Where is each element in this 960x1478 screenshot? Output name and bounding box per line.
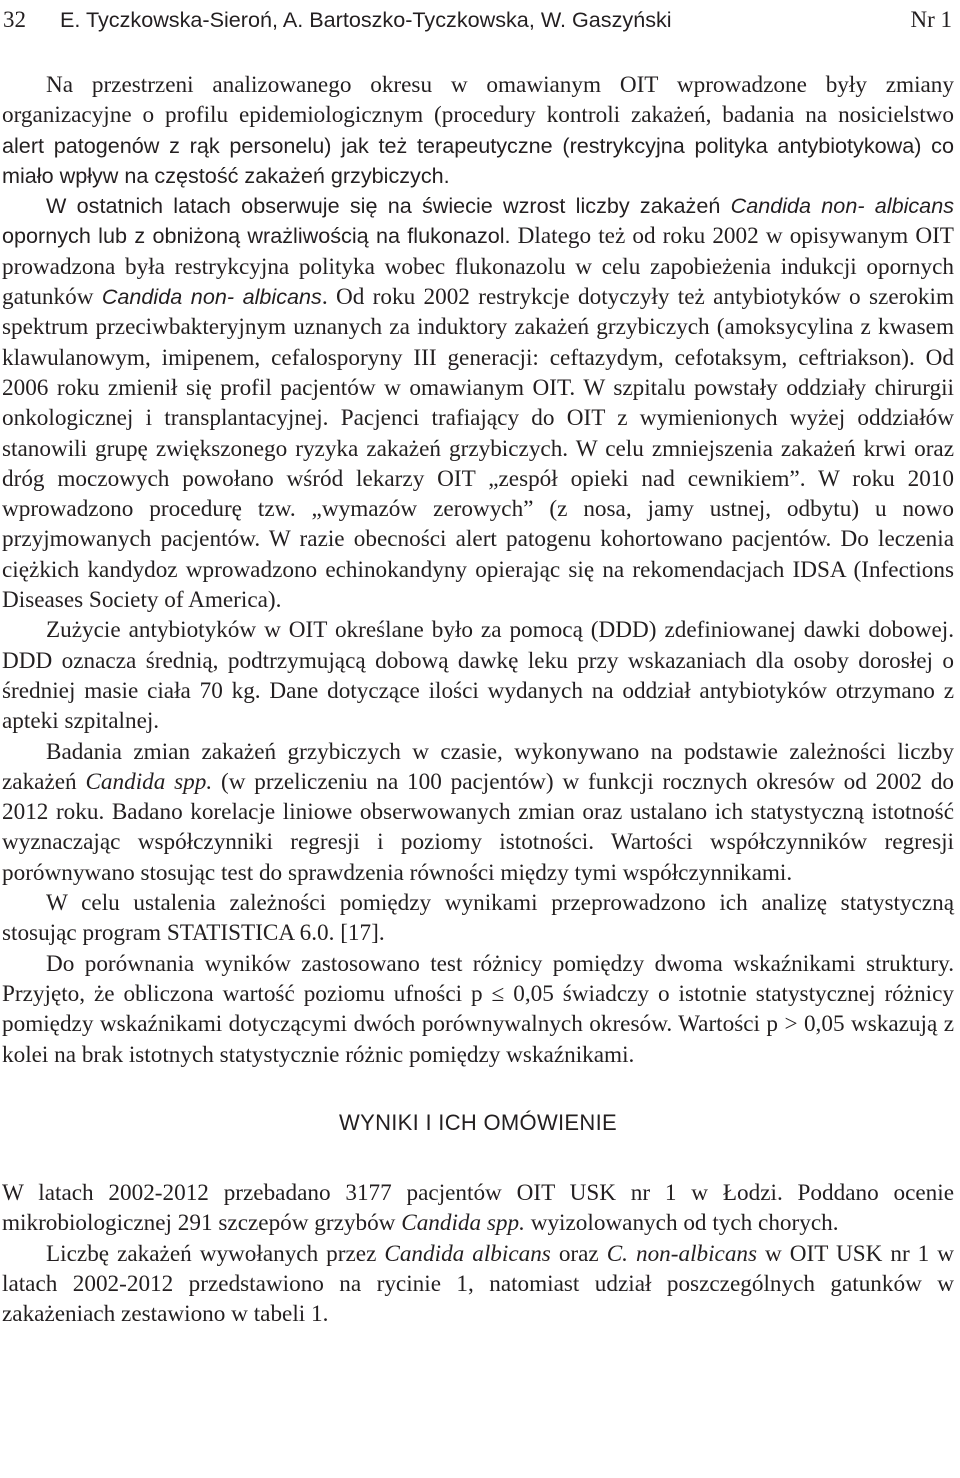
issue-number: Nr 1: [910, 7, 952, 32]
results-paragraph-1-part-1: W latach 2002-2012 przebadano 3177 pacjentów OIT USK nr 1 w Łodzi. Poddano ocenie mikrobiologicznej 291 szczepów grzybów: [2, 1180, 954, 1237]
paragraph-2-part-2: opornych lub z obniżoną wrażliwością na flukonazol.: [2, 223, 511, 249]
paragraph-1-part-2: alert patogenów z rąk personelu) jak też terapeutyczne (restrykcyjna polityka antybiotykowa) co miało wpływ na częstość zakażeń grzybiczych.: [2, 132, 954, 188]
paragraph-2-species-2: Candida non- albicans: [101, 284, 322, 310]
results-paragraph-2-species-2: C. non-albicans: [606, 1240, 758, 1267]
running-header-authors: E. Tyczkowska-Sieroń, A. Bartoszko-Tyczkowska, W. Gaszyński: [60, 7, 672, 32]
paragraph-4-part-1: Badania zmian zakażeń grzybiczych w czasie, wykonywano na podstawie zależności liczby zakażeń: [2, 738, 954, 795]
paragraph-2-part-1: W ostatnich latach obserwuje się na świecie wzrost liczby zakażeń: [46, 193, 731, 219]
results-paragraph-2-part-2: oraz: [550, 1240, 607, 1267]
paragraph-5: W celu ustalenia zależności pomiędzy wynikami przeprowadzono ich analizę statystyczną stosując program STATISTICA 6.0. [17].: [2, 890, 954, 947]
paragraph-4-part-2: (w przeliczeniu na 100 pacjentów) w funkcji rocznych okresów od 2002 do 2012 roku. Badano korelacje liniowe obserwowanych zmian oraz ustalano ich statystyczną istotność wyznaczając współczynniki regresji i poziomy istotności. Wartości współczynników regresji porównywano stosując test do sprawdzenia równości między tymi współczynnikami.: [2, 768, 955, 886]
section-heading: WYNIKI I ICH OMÓWIENIE: [339, 1109, 617, 1135]
results-paragraph-2-part-3: w OIT USK nr 1 w latach 2002-2012 przedstawiono na rycinie 1, natomiast udział poszczególnych gatunków w zakażeniach zestawiono w tabeli 1.: [2, 1240, 955, 1328]
results-paragraph-2-part-1: Liczbę zakażeń wywołanych przez: [46, 1240, 385, 1267]
article-body: [2, 70, 954, 1330]
running-header: [0, 0, 960, 40]
paragraph-3: Zużycie antybiotyków w OIT określane było za pomocą (DDD) zdefiniowanej dawki dobowej. DDD oznacza średnią, podtrzymującą dobową dawkę leku przy wskazaniach dla osoby dorosłej o średniej masie ciała 70 kg. Dane dotyczące ilości wydanych na oddział antybiotyków otrzymano z apteki szpitalnej.: [2, 617, 954, 735]
results-paragraph-1-part-2: wyizolowanych od tych chorych.: [524, 1210, 839, 1237]
results-paragraph-2-species-1: Candida albicans: [384, 1240, 551, 1267]
paragraph-2-part-4: . Od roku 2002 restrykcje dotyczyły też antybiotyków o szerokim spektrum przeciwbakteryjnym uznanych za induktory zakażeń grzybiczych (amoksycylina z kwasem klawulanowym, imipenem, cefalosporyny III generacji: ceftazydym, cefotaksym, ceftriakson). Od 2006 roku zmienił się profil pacjentów w omawianym OIT. W szpitalu powstały oddziały chirurgii onkologicznej i transplantacyjnej. Pacjenci trafiający do OIT z wymienionych wyżej oddziałów stanowili grupę zwiększonego ryzyka zakażeń grzybiczych. W celu zmniejszenia zakażeń krwi oraz dróg moczowych powołano wśród lekarzy OIT „zespół opieki nad cewnikiem”. W roku 2010 wprowadzono procedurę tzw. „wymazów zerowych” (z nosa, jamy ustnej, odbytu) u nowo przyjmowanych pacjentów. W razie obecności alert patogenu kohortowano pacjentów. Do leczenia ciężkich kandydoz wprowadzono echinokandyny opierając się na rekomendacjach IDSA (Infections Diseases Society of America).: [2, 284, 954, 614]
paragraph-6: Do porównania wyników zastosowano test różnicy pomiędzy dwoma wskaźnikami struktury. Przyjęto, że obliczona wartość poziomu ufności p ≤ 0,05 świadczy o istotnie statystycznej różnicy pomiędzy wskaźnikami dotyczącymi dwóch porównywalnych okresów. Wartości p > 0,05 wskazują z kolei na brak istotnych statystycznie różnic pomiędzy wskaźnikami.: [2, 950, 954, 1068]
results-paragraph-1-species: Candida spp.: [401, 1210, 525, 1237]
paragraph-4: [2, 737, 954, 888]
paragraph-2-part-3: Dlatego też od roku 2002 w opisywanym OIT prowadzona była restrykcyjna polityka wobec flukonazolu w celu zapobieżenia indukcji opornych gatunków: [2, 223, 954, 311]
paragraph-1: [2, 70, 954, 191]
paragraph-2: [2, 191, 954, 615]
page-number: 32: [3, 7, 26, 32]
paragraph-4-species: Candida spp.: [85, 768, 213, 795]
paragraph-2-species-1: Candida non- albicans: [730, 193, 954, 219]
results-paragraph-1: [2, 1178, 954, 1239]
paragraph-1-part-1: Na przestrzeni analizowanego okresu w omawianym OIT wprowadzone były zmiany organizacyjne o profilu epidemiologicznym (procedury kontroli zakażeń, badania na nosicielstwo: [2, 72, 954, 129]
results-paragraph-2: [2, 1239, 954, 1330]
